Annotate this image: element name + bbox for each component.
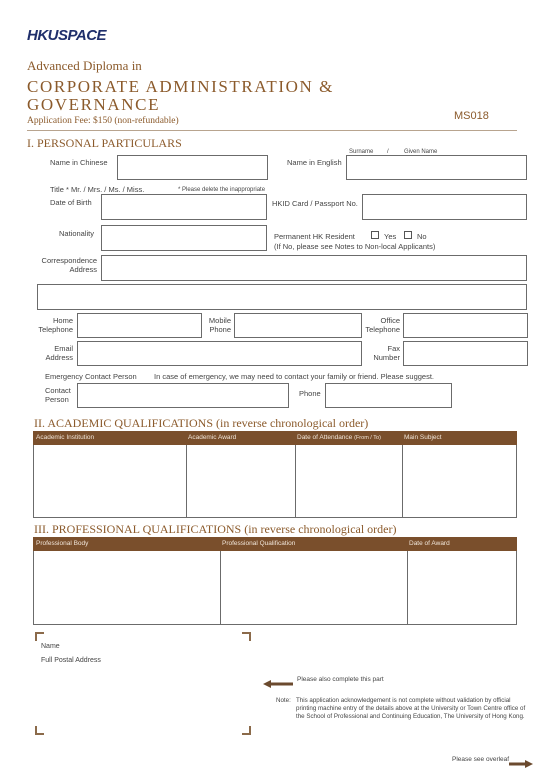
col-main-subject: Main Subject [404, 434, 442, 441]
nationality-label: Nationality [59, 229, 95, 238]
col-professional-qualification: Professional Qualification [222, 540, 296, 547]
emergency-contact-note: In case of emergency, we may need to contact your family or friend. Please suggest. [154, 372, 435, 381]
academic-divider-1 [186, 445, 187, 517]
professional-table-header [33, 537, 517, 551]
academic-divider-2 [295, 445, 296, 517]
professional-divider-1 [220, 551, 221, 624]
section-professional-heading: III. PROFESSIONAL QUALIFICATIONS (in reverse chronological order) [34, 522, 397, 536]
left-arrow-icon [263, 675, 293, 683]
nationality-field[interactable] [101, 225, 267, 251]
address-corner-bottom-right [242, 726, 251, 735]
permanent-resident-label: Permanent HK Resident [274, 232, 355, 241]
title-delete-note: * Please delete the inappropriate [178, 187, 266, 193]
academic-divider-3 [402, 445, 403, 517]
hkid-label: HKID Card / Passport No. [272, 199, 358, 208]
hku-space-logo: HKUSPACE [27, 27, 107, 44]
name-chinese-label: Name in Chinese [50, 158, 108, 167]
resident-yes-label: Yes [384, 232, 397, 241]
professional-table-body[interactable] [33, 551, 517, 625]
contact-person-field[interactable] [77, 383, 289, 408]
hkid-field[interactable] [362, 194, 527, 220]
dob-label: Date of Birth [50, 198, 92, 207]
acknowledgement-note: This application acknowledgement is not complete without validation by official printing machine entry of the details above at the University or Town Centre office of the School of Professional and Continuing Education, The University of Hong Kong. [296, 697, 526, 721]
dob-field[interactable] [101, 194, 267, 220]
full-postal-address-label: Full Postal Address [41, 657, 101, 664]
office-telephone-field[interactable] [403, 313, 528, 338]
col-professional-body: Professional Body [36, 540, 89, 547]
name-separator: / [387, 149, 389, 155]
fax-field[interactable] [403, 341, 528, 366]
resident-no-checkbox[interactable] [404, 231, 412, 239]
mobile-phone-label: Mobile Phone [208, 316, 231, 334]
office-telephone-label: Office Telephone [365, 316, 400, 334]
academic-table-header [33, 431, 517, 445]
resident-yes-checkbox[interactable] [371, 231, 379, 239]
col-date-of-attendance: Date of Attendance (From / To) [297, 434, 381, 441]
section-academic-heading: II. ACADEMIC QUALIFICATIONS (in reverse chronological order) [34, 416, 369, 430]
header-divider [27, 130, 517, 131]
given-name-hint: Given Name [404, 149, 438, 155]
mobile-phone-field[interactable] [234, 313, 362, 338]
right-arrow-icon [509, 755, 533, 763]
name-english-field[interactable] [346, 155, 527, 180]
programme-title-line2: GOVERNANCE [27, 95, 161, 114]
professional-divider-2 [407, 551, 408, 624]
programme-code: MS018 [454, 110, 489, 122]
complete-part-note: Please also complete this part [297, 676, 384, 683]
address-corner-top-right [242, 632, 251, 641]
title-label: Title * Mr. / Mrs. / Ms. / Miss. [50, 185, 145, 194]
non-local-note: (If No, please see Notes to Non-local Applicants) [274, 242, 436, 251]
section-personal-particulars-heading: I. PERSONAL PARTICULARS [27, 136, 182, 150]
note-label: Note: [276, 697, 291, 704]
correspondence-label: Correspondence Address [41, 256, 97, 274]
col-academic-institution: Academic Institution [36, 434, 95, 441]
col-date-of-award: Date of Award [409, 540, 450, 547]
programme-prefix: Advanced Diploma in [27, 58, 142, 73]
address-corner-top-left [35, 632, 44, 641]
resident-no-label: No [417, 232, 427, 241]
email-field[interactable] [77, 341, 362, 366]
application-fee: Application Fee: $150 (non-refundable) [27, 116, 179, 126]
surname-hint: Surname [349, 149, 374, 155]
home-telephone-label: Home Telephone [38, 316, 73, 334]
emergency-contact-label: Emergency Contact Person [45, 372, 137, 381]
see-overleaf-note: Please see overleaf [452, 756, 510, 763]
address-name-label: Name [41, 643, 60, 650]
contact-phone-field[interactable] [325, 383, 452, 408]
correspondence-address-line2[interactable] [37, 284, 527, 310]
correspondence-address-line1[interactable] [101, 255, 527, 281]
col-academic-award: Academic Award [188, 434, 237, 441]
name-chinese-field[interactable] [117, 155, 268, 180]
academic-table-body[interactable] [33, 445, 517, 518]
email-label: Email Address [45, 344, 73, 362]
contact-phone-label: Phone [299, 389, 321, 398]
home-telephone-field[interactable] [77, 313, 202, 338]
name-english-label: Name in English [287, 158, 342, 167]
fax-label: Fax Number [373, 344, 400, 362]
contact-person-label: Contact Person [45, 386, 71, 404]
address-corner-bottom-left [35, 726, 44, 735]
programme-title-line1: CORPORATE ADMINISTRATION & [27, 77, 335, 96]
